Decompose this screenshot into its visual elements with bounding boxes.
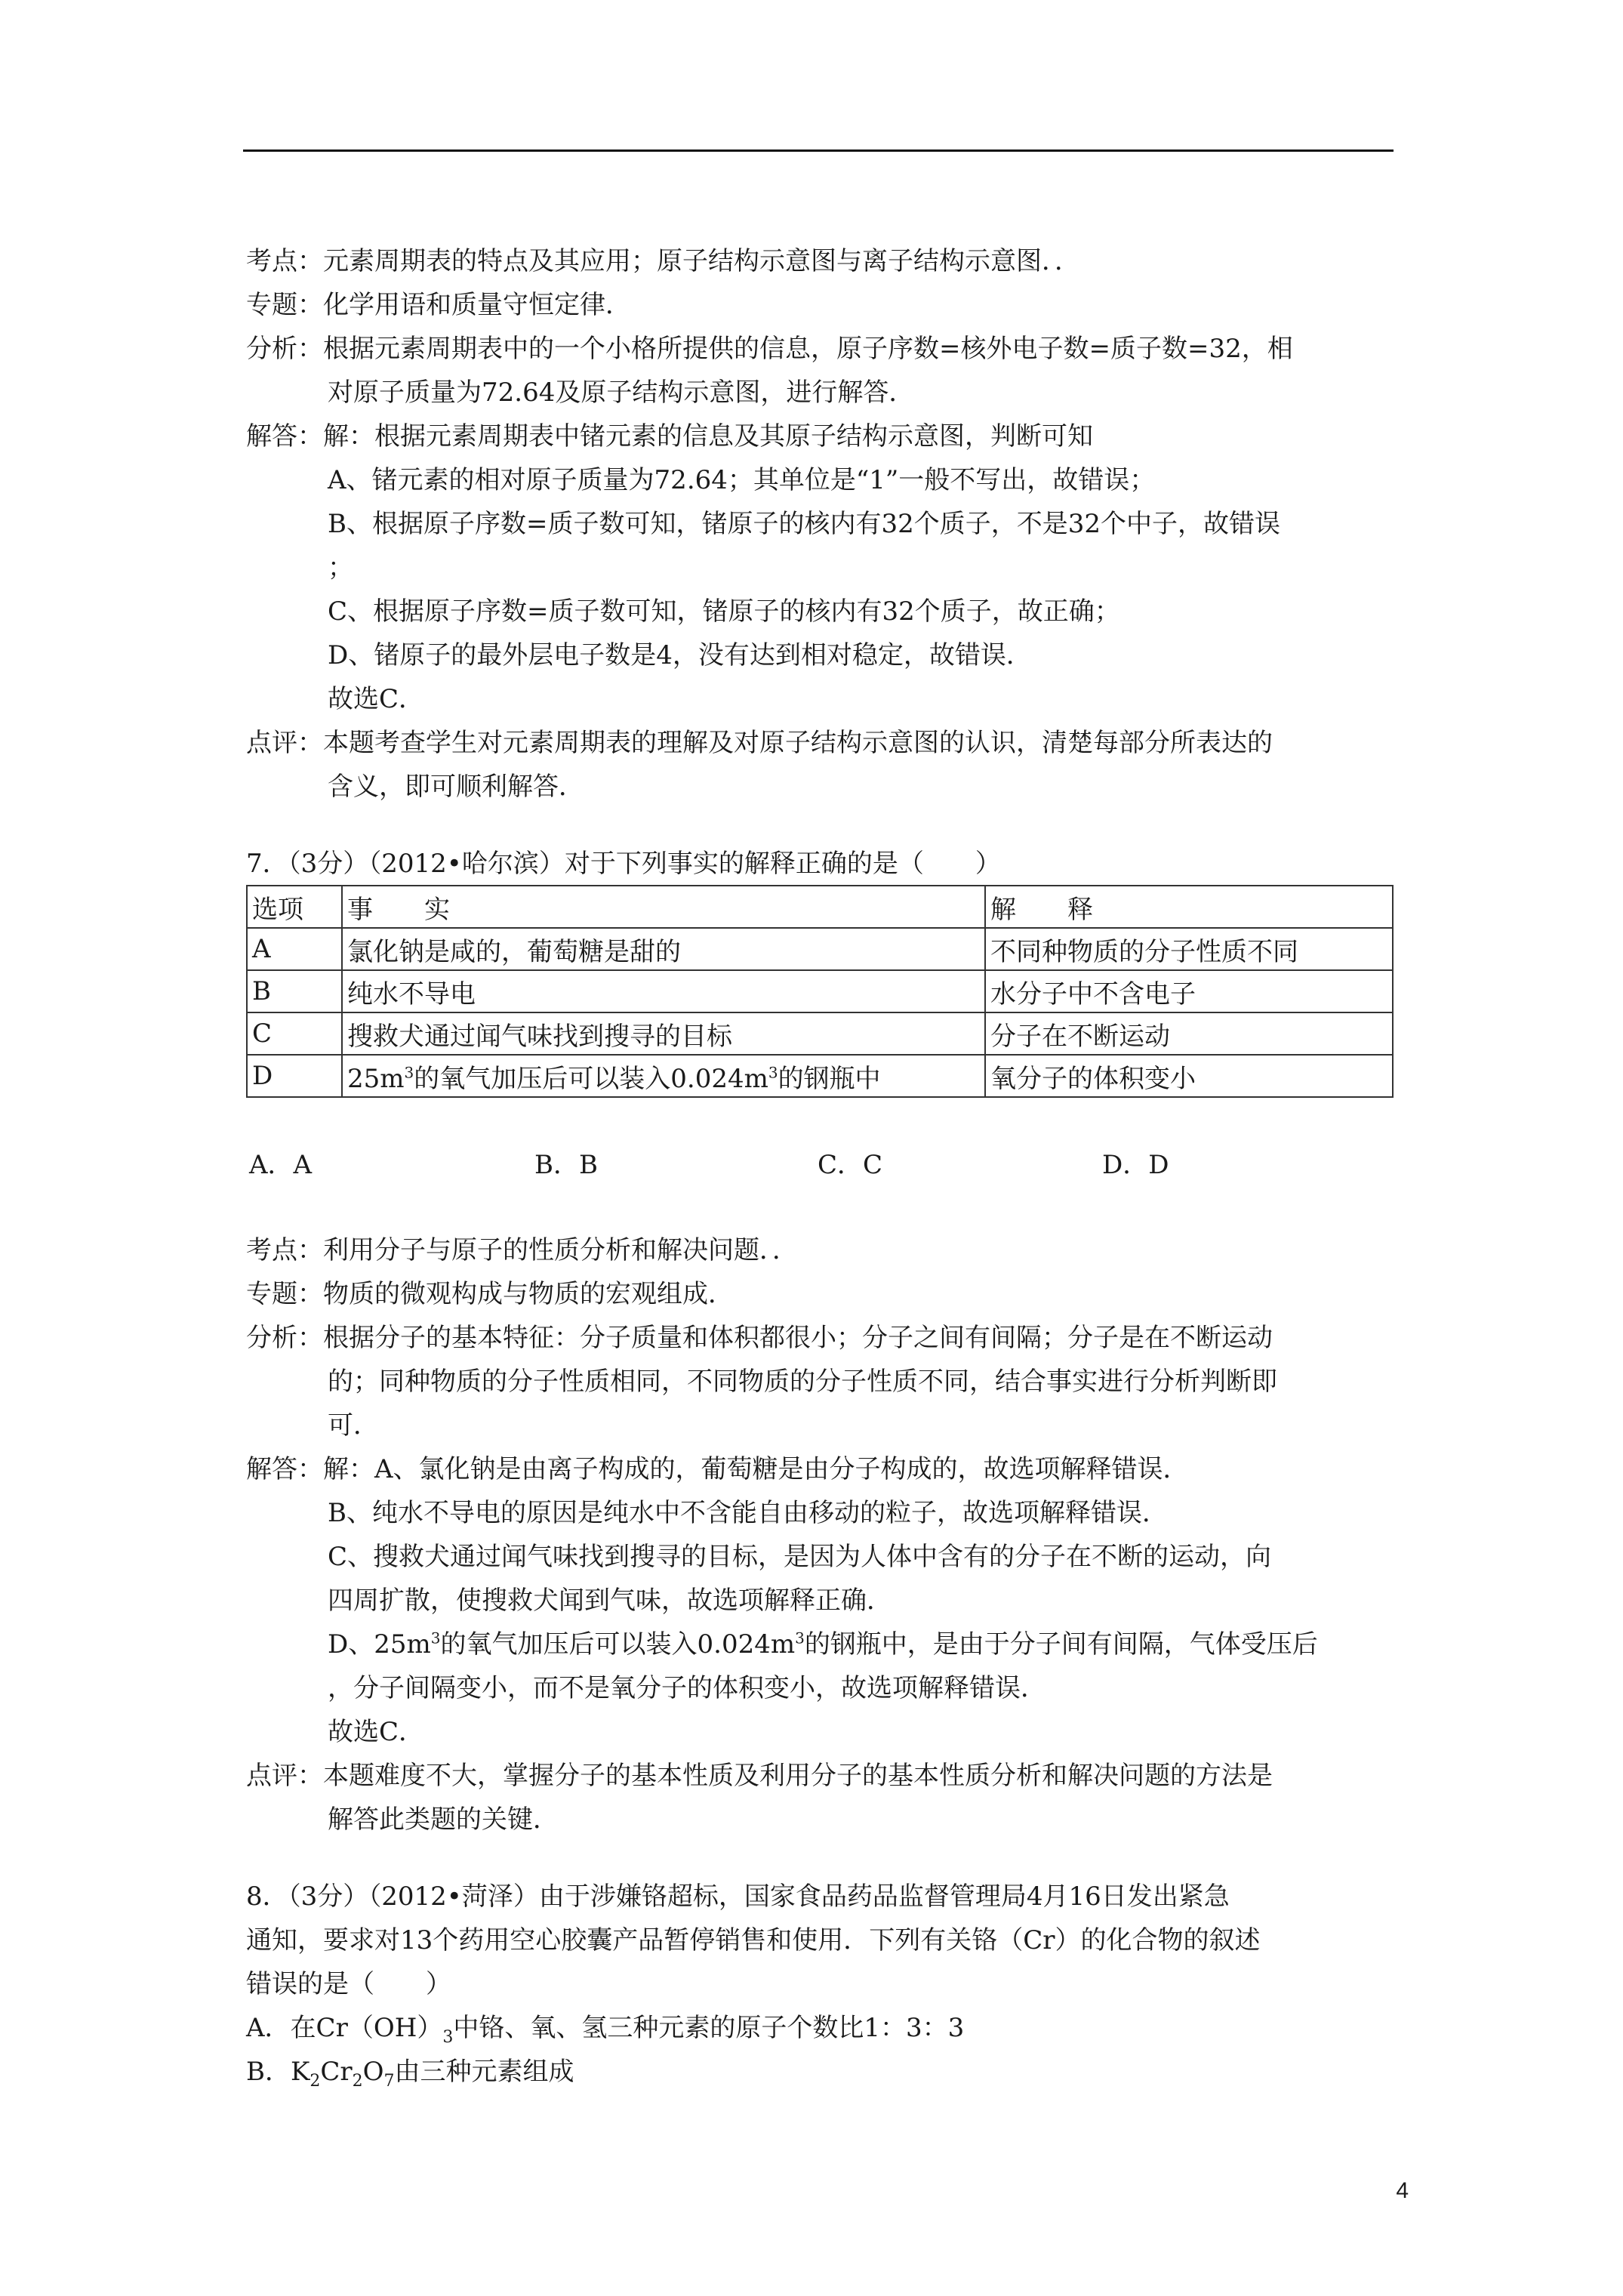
q8-option-b [246, 2055, 574, 2091]
q6-kaodian: 考点：元素周期表的特点及其应用；原子结构示意图与离子结构示意图．． [246, 246, 1080, 276]
opt-b-post: 由三种元素组成 [394, 2057, 574, 2087]
q7-facts-table [246, 885, 1394, 1098]
header-rule [243, 149, 1394, 152]
q8-stem-1: 8．（3分）（2012•菏泽）由于涉嫌铬超标，国家食品药品监督管理局4月16日发出紧急 [246, 1881, 1230, 1912]
fact-post: 的钢瓶中 [778, 1063, 881, 1094]
page-number: 4 [1396, 2178, 1409, 2203]
fact-pre: 25m [347, 1063, 405, 1094]
q7-jieda-c2: 四周扩散，使搜救犬闻到气味，故选项解释正确． [328, 1586, 892, 1616]
q7-jieda-c1: C、搜救犬通过闻气味找到搜寻的目标，是因为人体中含有的分子在不断的运动，向 [328, 1542, 1272, 1572]
q7-stem: 7．（3分）（2012•哈尔滨）对于下列事实的解释正确的是（ ） [246, 849, 1001, 879]
q7-dianping-2: 解答此类题的关键． [328, 1804, 559, 1835]
q8-stem-3: 错误的是（ ） [246, 1969, 451, 1999]
q7-option-d: D．D [1102, 1150, 1169, 1180]
q7-zhuanti: 专题：物质的微观构成与物质的宏观组成． [246, 1279, 734, 1309]
superscript: 3 [430, 1629, 441, 1647]
q6-fenxi-1: 分析：根据元素周期表中的一个小格所提供的信息，原子序数=核外电子数=质子数=32，相 [246, 334, 1293, 364]
table-row [247, 1055, 1393, 1097]
superscript: 3 [795, 1629, 805, 1647]
subscript: 3 [442, 2027, 454, 2047]
row-option: C [247, 1012, 342, 1055]
table-header-row [247, 886, 1393, 928]
q7-option-a: A．A [249, 1150, 313, 1180]
row-option: A [247, 928, 342, 970]
d1-post: 的钢瓶中，是由于分子间有间隔，气体受压后 [804, 1629, 1318, 1660]
q6-guxuan: 故选C． [328, 684, 425, 714]
q7-jieda-d2: ，分子间隔变小，而不是氧分子的体积变小，故选项解释错误． [328, 1673, 1046, 1703]
subscript: 7 [383, 2071, 395, 2091]
q7-fenxi-3: 可． [328, 1410, 379, 1441]
row-fact: 氯化钠是咸的，葡萄糖是甜的 [342, 928, 985, 970]
row-fact [342, 1055, 985, 1097]
row-option: D [247, 1055, 342, 1097]
header-option: 选项 [247, 886, 342, 928]
q6-dianping-1: 点评：本题考查学生对元素周期表的理解及对原子结构示意图的认识，清楚每部分所表达的 [246, 728, 1273, 758]
opt-b-pre: B．K [246, 2057, 310, 2087]
row-explain: 氧分子的体积变小 [985, 1055, 1393, 1097]
q7-option-c: C．C [818, 1150, 883, 1180]
q7-dianping-1: 点评：本题难度不大，掌握分子的基本性质及利用分子的基本性质分析和解决问题的方法是 [246, 1761, 1273, 1791]
q8-stem-2: 通知，要求对13个药用空心胶囊产品暂停销售和使用．下列有关铬（Cr）的化合物的叙述 [246, 1925, 1261, 1955]
row-fact: 纯水不导电 [342, 970, 985, 1012]
q7-jieda-d1 [328, 1628, 1318, 1661]
row-explain: 水分子中不含电子 [985, 970, 1393, 1012]
q7-guxuan: 故选C． [328, 1717, 425, 1747]
q6-jieda-d: D、锗原子的最外层电子数是4，没有达到相对稳定，故错误． [328, 640, 1032, 670]
subscript: 2 [310, 2071, 321, 2091]
fact-mid: 的氧气加压后可以装入0.024m [414, 1063, 768, 1094]
opt-b-cr: Cr [320, 2057, 353, 2087]
row-explain: 分子在不断运动 [985, 1012, 1393, 1055]
q6-zhuanti: 专题：化学用语和质量守恒定律． [246, 290, 631, 320]
q6-jieda-b2: ； [328, 553, 353, 583]
q7-kaodian: 考点：利用分子与原子的性质分析和解决问题．． [246, 1235, 798, 1265]
row-option: B [247, 970, 342, 1012]
opt-a-pre: A．在Cr（OH） [246, 2013, 443, 2043]
row-fact: 搜救犬通过闻气味找到搜寻的目标 [342, 1012, 985, 1055]
row-explain: 不同种物质的分子性质不同 [985, 928, 1393, 970]
q6-jieda-a: A、锗元素的相对原子质量为72.64；其单位是“1”一般不写出，故错误； [328, 465, 1156, 495]
q7-fenxi-2: 的；同种物质的分子性质相同，不同物质的分子性质不同，结合事实进行分析判断即 [328, 1367, 1277, 1397]
q7-fenxi-1: 分析：根据分子的基本特征：分子质量和体积都很小；分子之间有间隔；分子是在不断运动 [246, 1323, 1273, 1353]
header-explain: 解 释 [985, 886, 1393, 928]
superscript: 3 [768, 1063, 778, 1082]
d1-mid: 的氧气加压后可以装入0.024m [440, 1629, 796, 1660]
opt-a-post: 中铬、氧、氢三种元素的原子个数比1：3：3 [453, 2013, 965, 2043]
q6-jieda-b: B、根据原子序数=质子数可知，锗原子的核内有32个质子，不是32个中子，故错误 [328, 509, 1280, 539]
table-row [247, 928, 1393, 970]
q6-dianping-2: 含义，即可顺利解答． [328, 772, 584, 802]
q7-jieda-a: 解答：解：A、氯化钠是由离子构成的，葡萄糖是由分子构成的，故选项解释错误． [246, 1454, 1189, 1484]
q6-fenxi-2: 对原子质量为72.64及原子结构示意图，进行解答． [328, 378, 915, 408]
table-row [247, 970, 1393, 1012]
q6-jieda-1: 解答：解：根据元素周期表中锗元素的信息及其原子结构示意图，判断可知 [246, 421, 1093, 451]
opt-b-o: O [362, 2057, 384, 2087]
q6-jieda-c: C、根据原子序数=质子数可知，锗原子的核内有32个质子，故正确； [328, 596, 1120, 627]
header-fact: 事 实 [342, 886, 985, 928]
superscript: 3 [404, 1063, 414, 1082]
q7-option-b: B．B [534, 1150, 598, 1180]
subscript: 2 [352, 2071, 363, 2091]
table-row [247, 1012, 1393, 1055]
d1-pre: D、25m [328, 1629, 431, 1660]
q8-option-a [246, 2011, 964, 2045]
q7-jieda-b: B、纯水不导电的原因是纯水中不含能自由移动的粒子，故选项解释错误． [328, 1498, 1168, 1528]
